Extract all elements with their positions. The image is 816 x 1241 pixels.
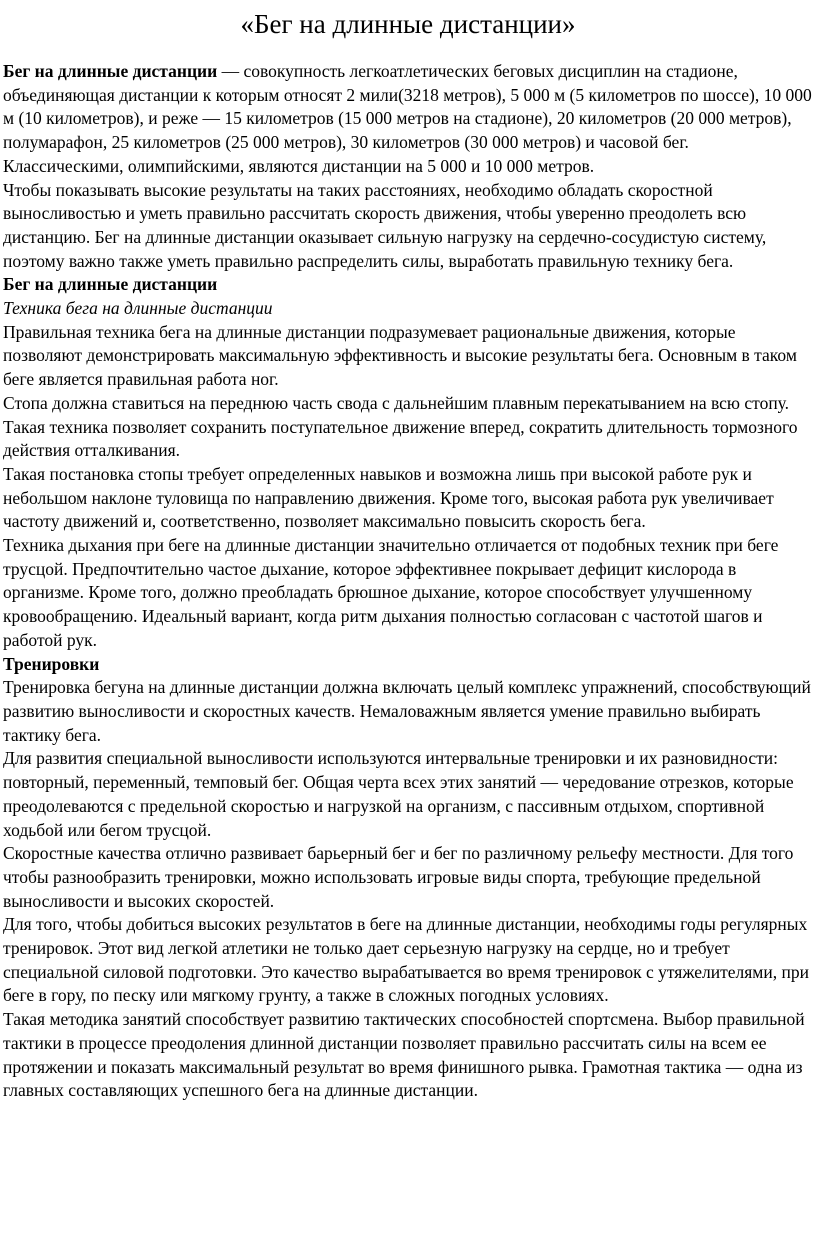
section-subheading-technique: Техника бега на длинные дистанции xyxy=(3,298,273,319)
document-body xyxy=(3,60,813,1103)
intro-paragraph xyxy=(3,60,813,179)
document-title: «Бег на длинные дистанции» xyxy=(240,9,576,39)
training-paragraph-5: Такая методика занятий способствует развитию тактических способностей спортсмена. Выбор правильной тактики в процессе преодоления длинной дистанции позволяет правильно рассчитать силы на всем ее протяжении и показать максимальный результат во время финишного рывка. Грамотная тактика — одна из главных составляющих успешного бега на длинные дистанции. xyxy=(3,1009,805,1101)
intro-term: Бег на длинные дистанции xyxy=(3,61,218,81)
intro-definition: — совокупность легкоатлетических беговых дисциплин на стадионе, объединяющая дистанции к которым относят 2 мили(3218 метров), 5 000 м (5 километров по шоссе), 10 000 м (10 километров), и реже — 15 километров (15 000 метров на стадионе), 20 километров (20 000 метров), полумарафон, 25 километров (25 000 метров), 30 километров (30 000 метров) и часовой бег. Классическими, олимпийскими, являются дистанции на 5 000 и 10 000 метров. xyxy=(3,61,812,176)
training-paragraph-4: Для того, чтобы добиться высоких результатов в беге на длинные дистанции, необходимы годы регулярных тренировок. Этот вид легкой атлетики не только дает серьезную нагрузку на сердце, но и требует специальной силовой подготовки. Это качество вырабатывается во время тренировок с утяжелителями, при беге в гору, по песку или мягкому грунту, а также в сложных погодных условиях. xyxy=(3,914,809,1006)
training-paragraph-1: Тренировка бегуна на длинные дистанции должна включать целый комплекс упражнений, способствующий развитию выносливости и скоростных качеств. Немаловажным является умение правильно выбирать тактику бега. xyxy=(3,677,811,745)
section-heading-training: Тренировки xyxy=(3,653,100,674)
section-heading-running: Бег на длинные дистанции xyxy=(3,274,218,295)
training-paragraph-3: Скоростные качества отлично развивает барьерный бег и бег по различному рельефу местности. Для того чтобы разнообразить тренировки, можно использовать игровые виды спорта, требующие предельной выносливости и высоких скоростей. xyxy=(3,843,794,911)
technique-paragraph-2: Стопа должна ставиться на переднюю часть свода с дальнейшим плавным перекатыванием на всю стопу. Такая техника позволяет сохранить поступательное движение вперед, сократить длительность тормозного действия отталкивания. xyxy=(3,392,798,461)
technique-paragraph-3: Такая постановка стопы требует определенных навыков и возможна лишь при высокой работе рук и небольшом наклоне туловища по направлению движения. Кроме того, высокая работа рук увеличивает частоту движений и, соответственно, позволяет максимально повысить скорость бега. xyxy=(3,463,774,532)
technique-paragraph-4: Техника дыхания при беге на длинные дистанции значительно отличается от подобных техник при беге трусцой. Предпочтительно частое дыхание, которое эффективнее покрывает дефицит кислорода в организме. Кроме того, должно преобладать брюшное дыхание, которое способствует улучшенному кровообращению. Идеальный вариант, когда ритм дыхания полностью согласован с частотой шагов и работой рук. xyxy=(3,535,779,650)
technique-paragraph-1: Правильная техника бега на длинные дистанции подразумевает рациональные движения, которые позволяют демонстрировать максимальную эффективность и высокие результаты бега. Основным в таком беге является правильная работа ног. xyxy=(3,321,797,390)
intro-paragraph-2: Чтобы показывать высокие результаты на таких расстояниях, необходимо обладать скоростной выносливостью и уметь правильно рассчитать скорость движения, чтобы уверенно преодолеть всю дистанцию. Бег на длинные дистанции оказывает сильную нагрузку на сердечно-сосудистую систему, поэтому важно также уметь правильно распределить силы, выработать правильную технику бега. xyxy=(3,179,767,271)
training-paragraph-2: Для развития специальной выносливости используются интервальные тренировки и их разновидности: повторный, переменный, темповый бег. Общая черта всех этих занятий — чередование отрезков, которые преодолеваются с предельной скоростью и нагрузкой на организм, с пассивным отдыхом, спортивной ходьбой или бегом трусцой. xyxy=(3,748,794,840)
